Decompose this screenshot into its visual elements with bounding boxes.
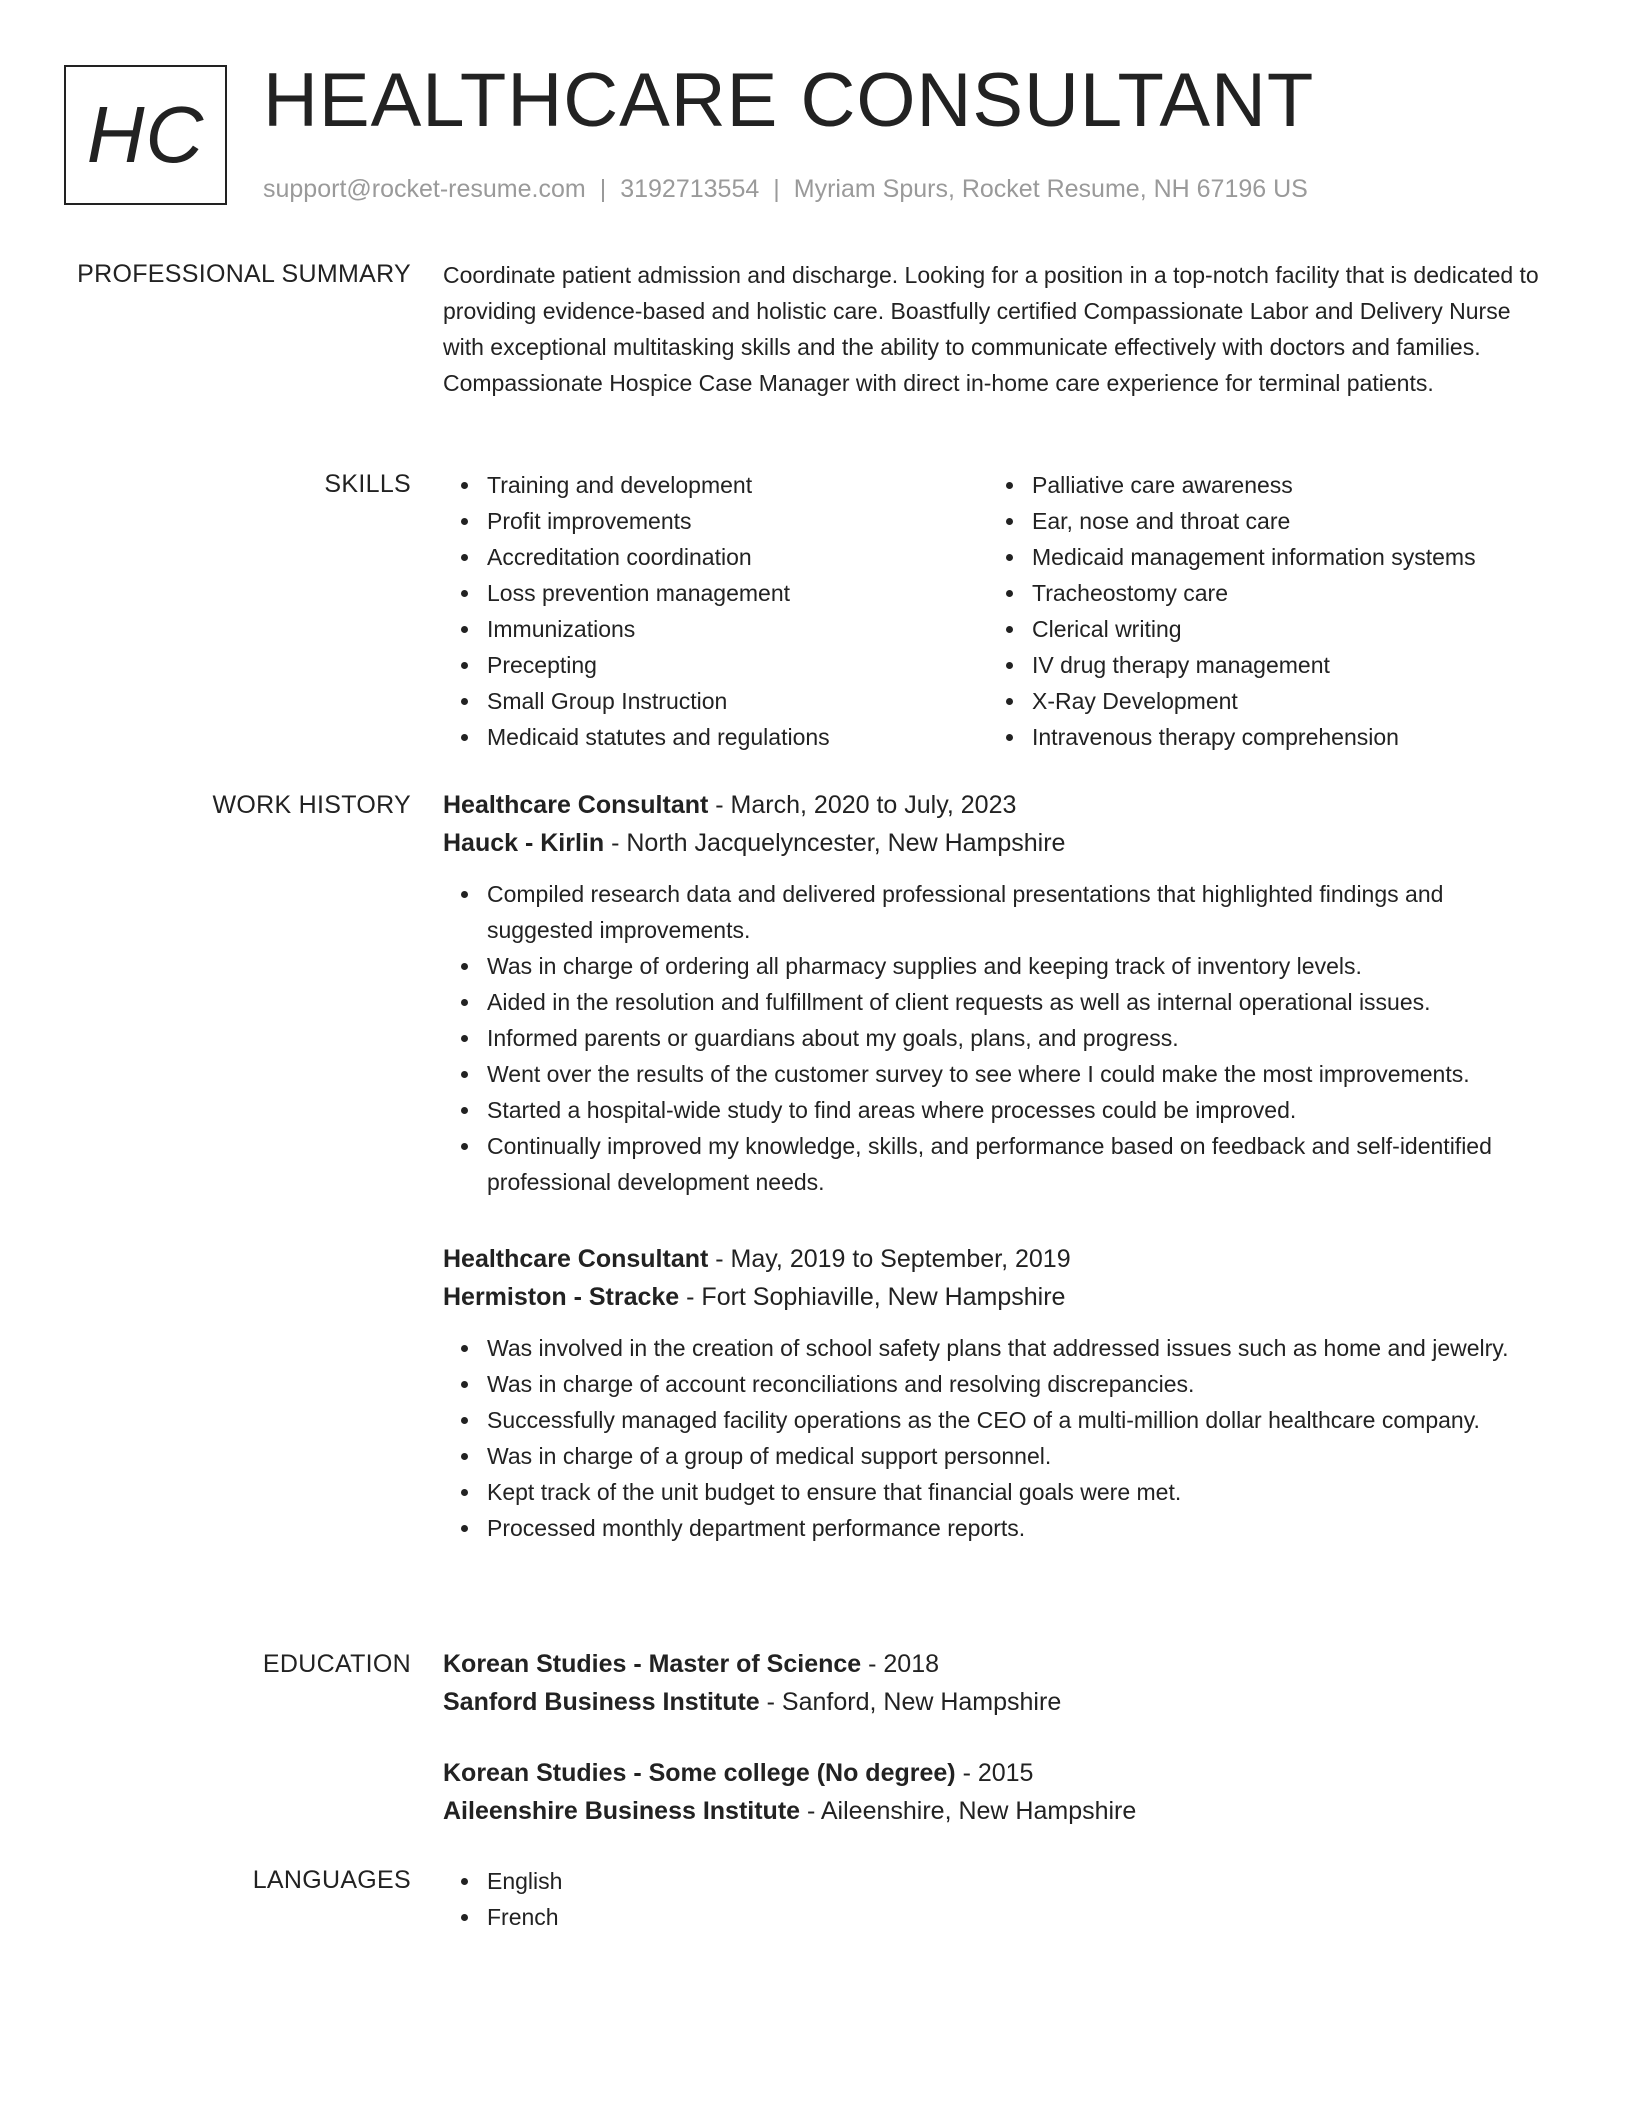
education-school-line bbox=[443, 1792, 1553, 1830]
job-bullet: Processed monthly department performance reports. bbox=[487, 1510, 1553, 1546]
job-bullet: Successfully managed facility operations as the CEO of a multi-million dollar healthcare company. bbox=[487, 1402, 1553, 1438]
skill-item: IV drug therapy management bbox=[1032, 647, 1533, 683]
job-dates: - March, 2020 to July, 2023 bbox=[708, 791, 1017, 819]
job-company: Hermiston - Stracke bbox=[443, 1283, 680, 1311]
section-title-work-history: WORK HISTORY bbox=[212, 791, 411, 819]
education-year: - 2018 bbox=[861, 1650, 940, 1678]
summary-body bbox=[443, 257, 1553, 401]
job-location: - North Jacquelyncester, New Hampshire bbox=[604, 829, 1066, 857]
job-company-line bbox=[443, 824, 1553, 862]
education-school-line bbox=[443, 1683, 1553, 1721]
education-entry bbox=[443, 1645, 1553, 1721]
contact-email[interactable]: support@rocket-resume.com bbox=[263, 175, 586, 203]
skill-item: Loss prevention management bbox=[487, 575, 988, 611]
section-title-languages: LANGUAGES bbox=[252, 1866, 411, 1894]
job-bullet: Started a hospital-wide study to find areas where processes could be improved. bbox=[487, 1092, 1553, 1128]
summary-text: Coordinate patient admission and discharge. Looking for a position in a top-notch facility that is dedicated to providing evidence-based and holistic care. Boastfully certified Compassionate Labor and Delivery Nurse with exceptional multitasking skills and the ability to communicate effectively with doctors and families. Compassionate Hospice Case Manager with direct in-home care experience for terminal patients. bbox=[443, 262, 1539, 396]
section-title-summary: PROFESSIONAL SUMMARY bbox=[77, 260, 411, 288]
education-entry bbox=[443, 1754, 1553, 1830]
skill-item: Precepting bbox=[487, 647, 988, 683]
job-role: Healthcare Consultant bbox=[443, 1245, 709, 1273]
education-degree-line bbox=[443, 1645, 1553, 1683]
skill-item: Immunizations bbox=[487, 611, 988, 647]
education-school: Aileenshire Business Institute bbox=[443, 1797, 801, 1825]
language-item: French bbox=[487, 1899, 1553, 1935]
contact-phone[interactable]: 3192713554 bbox=[620, 175, 760, 203]
contact-address: Myriam Spurs, Rocket Resume, NH 67196 US bbox=[793, 175, 1308, 203]
job-bullet: Aided in the resolution and fulfillment of client requests as well as internal operational issues. bbox=[487, 984, 1553, 1020]
education-degree: Korean Studies - Master of Science bbox=[443, 1650, 862, 1678]
monogram-logo: HC bbox=[64, 65, 227, 205]
skill-item: Training and development bbox=[487, 467, 988, 503]
job-bullet: Was in charge of a group of medical support personnel. bbox=[487, 1438, 1553, 1474]
section-title-education: EDUCATION bbox=[262, 1650, 411, 1678]
skill-item: X-Ray Development bbox=[1032, 683, 1533, 719]
skill-item: Accreditation coordination bbox=[487, 539, 988, 575]
job-bullet: Kept track of the unit budget to ensure that financial goals were met. bbox=[487, 1474, 1553, 1510]
skills-column-left bbox=[443, 467, 988, 755]
work-history-body bbox=[443, 786, 1553, 1586]
job-entry bbox=[443, 1240, 1553, 1546]
job-bullets bbox=[443, 1330, 1553, 1546]
skill-item: Medicaid management information systems bbox=[1032, 539, 1533, 575]
skill-item: Small Group Instruction bbox=[487, 683, 988, 719]
skill-item: Tracheostomy care bbox=[1032, 575, 1533, 611]
section-title-skills: SKILLS bbox=[324, 470, 411, 498]
skill-item: Palliative care awareness bbox=[1032, 467, 1533, 503]
skill-item: Clerical writing bbox=[1032, 611, 1533, 647]
skill-item: Ear, nose and throat care bbox=[1032, 503, 1533, 539]
job-title-line bbox=[443, 1240, 1553, 1278]
page-title: HEALTHCARE CONSULTANT bbox=[263, 58, 1315, 143]
job-location: - Fort Sophiaville, New Hampshire bbox=[679, 1283, 1066, 1311]
languages-body bbox=[443, 1863, 1553, 1935]
education-degree: Korean Studies - Some college (No degree) bbox=[443, 1759, 956, 1787]
education-location: - Sanford, New Hampshire bbox=[759, 1688, 1062, 1716]
job-dates: - May, 2019 to September, 2019 bbox=[708, 1245, 1071, 1273]
job-bullet: Was in charge of ordering all pharmacy supplies and keeping track of inventory levels. bbox=[487, 948, 1553, 984]
job-bullet: Compiled research data and delivered professional presentations that highlighted findings and suggested improvements. bbox=[487, 876, 1553, 948]
skill-item: Intravenous therapy comprehension bbox=[1032, 719, 1533, 755]
skill-item: Profit improvements bbox=[487, 503, 988, 539]
contact-line bbox=[263, 174, 1308, 204]
job-bullet: Informed parents or guardians about my goals, plans, and progress. bbox=[487, 1020, 1553, 1056]
job-role: Healthcare Consultant bbox=[443, 791, 709, 819]
job-company-line bbox=[443, 1278, 1553, 1316]
job-bullet: Was in charge of account reconciliations and resolving discrepancies. bbox=[487, 1366, 1553, 1402]
education-location: - Aileenshire, New Hampshire bbox=[800, 1797, 1137, 1825]
job-bullet: Was involved in the creation of school safety plans that addressed issues such as home and jewelry. bbox=[487, 1330, 1553, 1366]
education-degree-line bbox=[443, 1754, 1553, 1792]
language-item: English bbox=[487, 1863, 1553, 1899]
contact-separator: | bbox=[599, 175, 607, 203]
job-title-line bbox=[443, 786, 1553, 824]
job-bullet: Went over the results of the customer survey to see where I could make the most improvements. bbox=[487, 1056, 1553, 1092]
skills-body bbox=[443, 467, 1553, 755]
job-company: Hauck - Kirlin bbox=[443, 829, 605, 857]
job-entry bbox=[443, 786, 1553, 1200]
skill-item: Medicaid statutes and regulations bbox=[487, 719, 988, 755]
education-body bbox=[443, 1645, 1553, 1863]
education-year: - 2015 bbox=[955, 1759, 1034, 1787]
contact-separator: | bbox=[773, 175, 780, 203]
education-school: Sanford Business Institute bbox=[443, 1688, 760, 1716]
skills-column-right bbox=[988, 467, 1533, 755]
job-bullet: Continually improved my knowledge, skills, and performance based on feedback and self-identified professional development needs. bbox=[487, 1128, 1553, 1200]
job-bullets bbox=[443, 876, 1553, 1200]
